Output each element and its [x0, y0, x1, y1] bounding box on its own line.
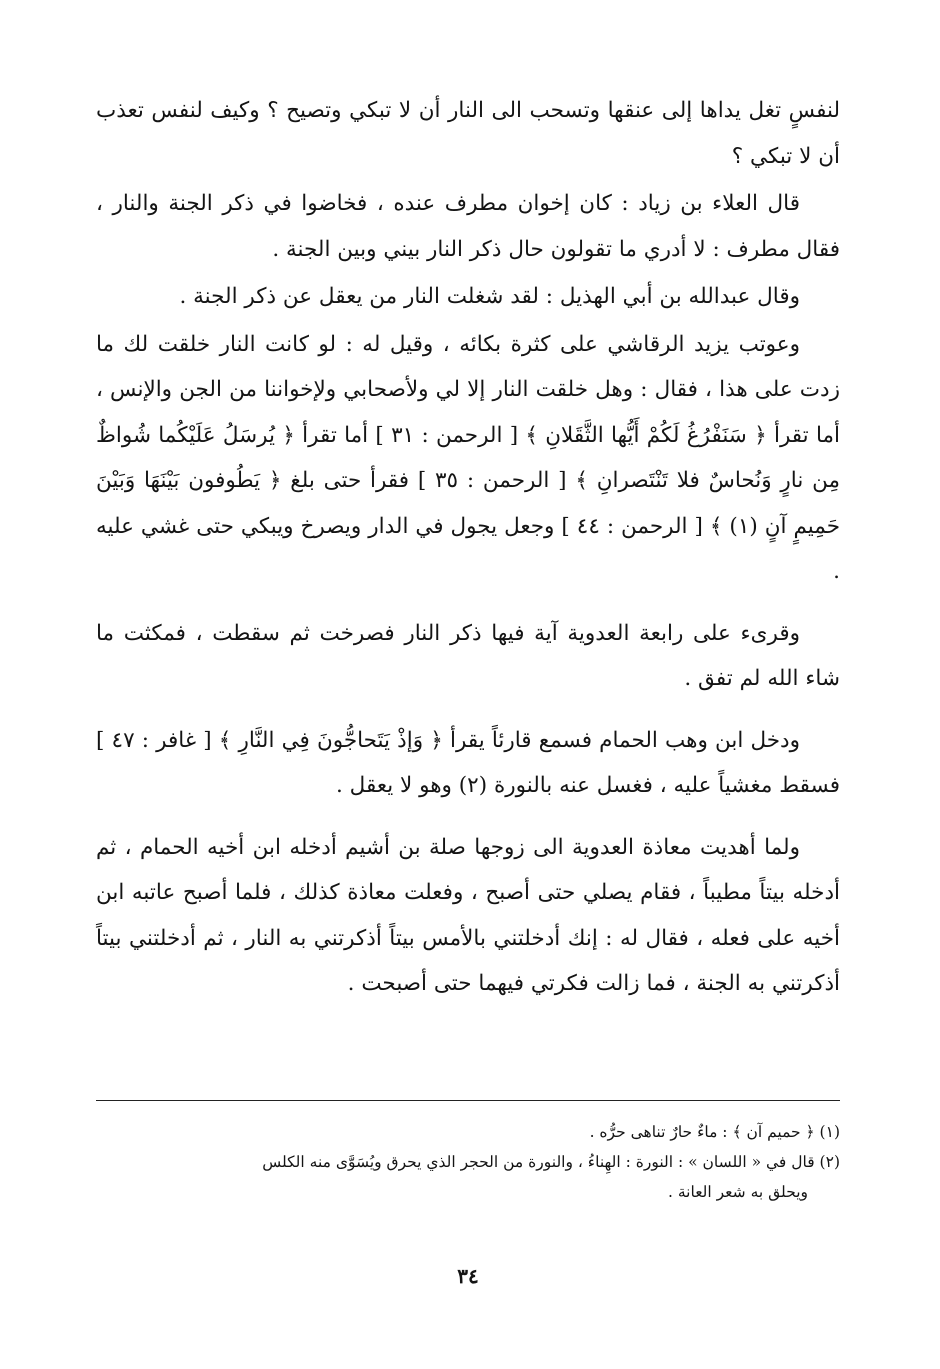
footnote-2: (٢) قال في « اللسان » : النورة : الهِناءُ ، والنورة من الحجر الذي يحرق ويُسَوَّى منه الكلس	[262, 1153, 840, 1171]
footnote-1: (١) ﴿ حميم آن ﴾ : ماءٌ حارٌ تناهى حرُّه .	[589, 1123, 840, 1141]
paragraph-muadha-aladawiya: ولما أهديت معاذة العدوية الى زوجها صلة بن أشيم أدخله ابن أخيه الحمام ، ثم أدخله بيتاً مطيباً ، فقام يصلي حتى أصبح ، وفعلت معاذة كذلك ، فلما أصبح عاتبه ابن أخيه على فعله ، فقال له : إنك أدخلتني بالأمس بيتاً أذكرتني به النار ، ثم أدخلتني بيتاً أذكرتني به الجنة ، فما زالت فكرتي فيهما حتى أصبحت .	[96, 834, 840, 996]
paragraph-soul-crying: لنفسٍ تغل يداها إلى عنقها وتسحب الى النار أن لا تبكي وتصيح ؟ وكيف لنفس تعذب أن لا تبكي ؟	[96, 98, 840, 169]
paragraph-abdullah-bin-abi-alhudhail: وقال عبدالله بن أبي الهذيل : لقد شغلت النار من يعقل عن ذكر الجنة .	[179, 284, 800, 309]
paragraph-alaa-bin-ziyad: قال العلاء بن زياد : كان إخوان مطرف عنده ، فخاضوا في ذكر الجنة والنار ، فقال مطرف : لا أدري ما تقولون حال ذكر النار بيني وبين الجنة .	[96, 191, 840, 262]
paragraph-rabia-aladawiya: وقرىء على رابعة العدوية آية فيها ذكر النار فصرخت ثم سقطت ، فمكثت ما شاء الله لم تفق .	[96, 620, 840, 691]
page-number: ٣٤	[457, 1264, 479, 1288]
paragraph-yazid-alraqashi: وعوتب يزيد الرقاشي على كثرة بكائه ، وقيل له : لو كانت النار خلقت لك ما زدت على هذا ، فقال : وهل خلقت النار إلا لي ولأصحابي ولإخواننا من الجن والإنس ، أما تقرأ ﴿ سَنَفْرُغُ لَكُمْ أَيُّها الثَّقَلانِ ﴾ [ الرحمن : ٣١ ] أما تقرأ ﴿ يُرسَلُ عَلَيْكُما شُواظٌ مِن نارٍ وَنُحاسٌ فلا تَنْتَصرانِ ﴾ [ الرحمن : ٣٥ ] فقرأ حتى بلغ ﴿ يَطُوفون بَيْنَهَا وَبَيْنَ حَمِيمٍ آنٍ (١) ﴾ [ الرحمن : ٤٤ ] وجعل يجول في الدار ويصرخ ويبكي حتى غشي عليه .	[96, 331, 841, 584]
book-page	[96, 88, 840, 1369]
footnote-divider	[96, 1100, 840, 1101]
main-text	[96, 88, 840, 1007]
footnotes	[96, 1118, 840, 1206]
footnote-2-continuation: ويحلق به شعر العانة .	[668, 1183, 808, 1201]
paragraph-ibn-wahb: ودخل ابن وهب الحمام فسمع قارئاً يقرأ ﴿ وَإذْ يَتَحاجُّونَ فِي النَّارِ ﴾ [ غافر : ٤٧ ] فسقط مغشياً عليه ، فغسل عنه بالنورة (٢) وهو لا يعقل .	[96, 727, 840, 798]
